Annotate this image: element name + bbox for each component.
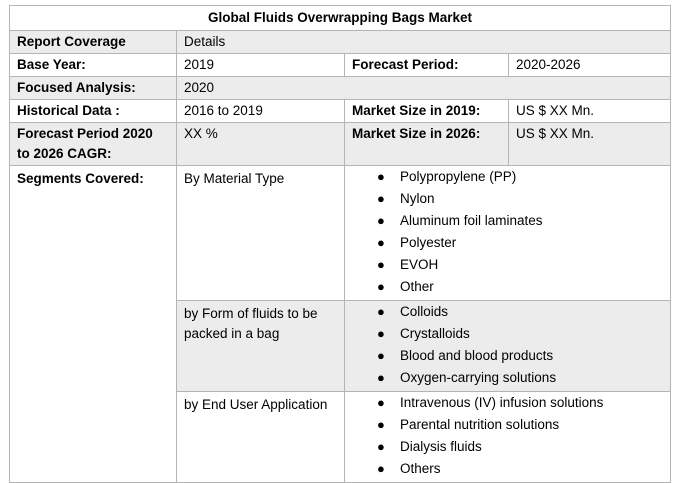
list-item-text: Others — [400, 461, 441, 476]
segment-item-list — [352, 166, 663, 298]
bullet-icon: ● — [377, 461, 385, 476]
historical-data-value: 2016 to 2019 — [177, 100, 345, 123]
market-size-2026-value: US $ XX Mn. — [509, 123, 671, 166]
cagr-label: Forecast Period 2020 to 2026 CAGR: — [10, 123, 177, 166]
segment-item-list — [352, 301, 663, 389]
segment-items — [345, 392, 671, 483]
segment-name: By Material Type — [177, 166, 345, 301]
forecast-period-label: Forecast Period: — [345, 54, 509, 77]
list-item-text: Parental nutrition solutions — [400, 417, 560, 432]
list-item — [352, 323, 663, 345]
bullet-icon: ● — [377, 326, 385, 341]
list-item — [352, 166, 663, 188]
bullet-icon: ● — [377, 304, 385, 319]
list-item — [352, 210, 663, 232]
list-item — [352, 188, 663, 210]
bullet-icon: ● — [377, 439, 385, 454]
market-size-2019-value: US $ XX Mn. — [509, 100, 671, 123]
segment-items — [345, 166, 671, 301]
focused-analysis-value: 2020 — [177, 77, 671, 100]
list-item — [352, 458, 663, 480]
list-item — [352, 301, 663, 323]
bullet-icon: ● — [377, 395, 385, 410]
list-item-text: Polyester — [400, 235, 457, 250]
base-year-value: 2019 — [177, 54, 345, 77]
bullet-icon: ● — [377, 235, 385, 250]
market-size-2019-label: Market Size in 2019: — [345, 100, 509, 123]
list-item-text: Nylon — [400, 191, 435, 206]
bullet-icon: ● — [377, 213, 385, 228]
segment-name: by End User Application — [177, 392, 345, 483]
bullet-icon: ● — [377, 169, 385, 184]
list-item — [352, 367, 663, 389]
list-item — [352, 414, 663, 436]
list-item-text: Colloids — [400, 304, 449, 319]
historical-data-label: Historical Data : — [10, 100, 177, 123]
list-item — [352, 392, 663, 414]
list-item-text: Polypropylene (PP) — [400, 169, 517, 184]
list-item — [352, 232, 663, 254]
list-item — [352, 345, 663, 367]
table-title: Global Fluids Overwrapping Bags Market — [10, 6, 671, 31]
bullet-icon: ● — [377, 417, 385, 432]
list-item — [352, 254, 663, 276]
market-size-2026-label: Market Size in 2026: — [345, 123, 509, 166]
segment-item-list — [352, 392, 663, 480]
list-item-text: Crystalloids — [400, 326, 470, 341]
market-report-table — [9, 5, 671, 483]
bullet-icon: ● — [377, 279, 385, 294]
list-item-text: Dialysis fluids — [400, 439, 482, 454]
list-item-text: Oxygen-carrying solutions — [400, 370, 557, 385]
bullet-icon: ● — [377, 370, 385, 385]
cagr-value: XX % — [177, 123, 345, 166]
report-coverage-label: Report Coverage — [10, 31, 177, 54]
forecast-period-value: 2020-2026 — [509, 54, 671, 77]
bullet-icon: ● — [377, 257, 385, 272]
bullet-icon: ● — [377, 348, 385, 363]
list-item-text: Blood and blood products — [400, 348, 554, 363]
list-item-text: EVOH — [400, 257, 439, 272]
list-item — [352, 276, 663, 298]
bullet-icon: ● — [377, 191, 385, 206]
segments-covered-label: Segments Covered: — [10, 166, 177, 483]
list-item-text: Other — [400, 279, 434, 294]
segment-name: by Form of fluids to be packed in a bag — [177, 301, 345, 392]
report-coverage-value: Details — [177, 31, 671, 54]
focused-analysis-label: Focused Analysis: — [10, 77, 177, 100]
segment-items — [345, 301, 671, 392]
list-item-text: Intravenous (IV) infusion solutions — [400, 395, 604, 410]
list-item-text: Aluminum foil laminates — [400, 213, 543, 228]
list-item — [352, 436, 663, 458]
base-year-label: Base Year: — [10, 54, 177, 77]
